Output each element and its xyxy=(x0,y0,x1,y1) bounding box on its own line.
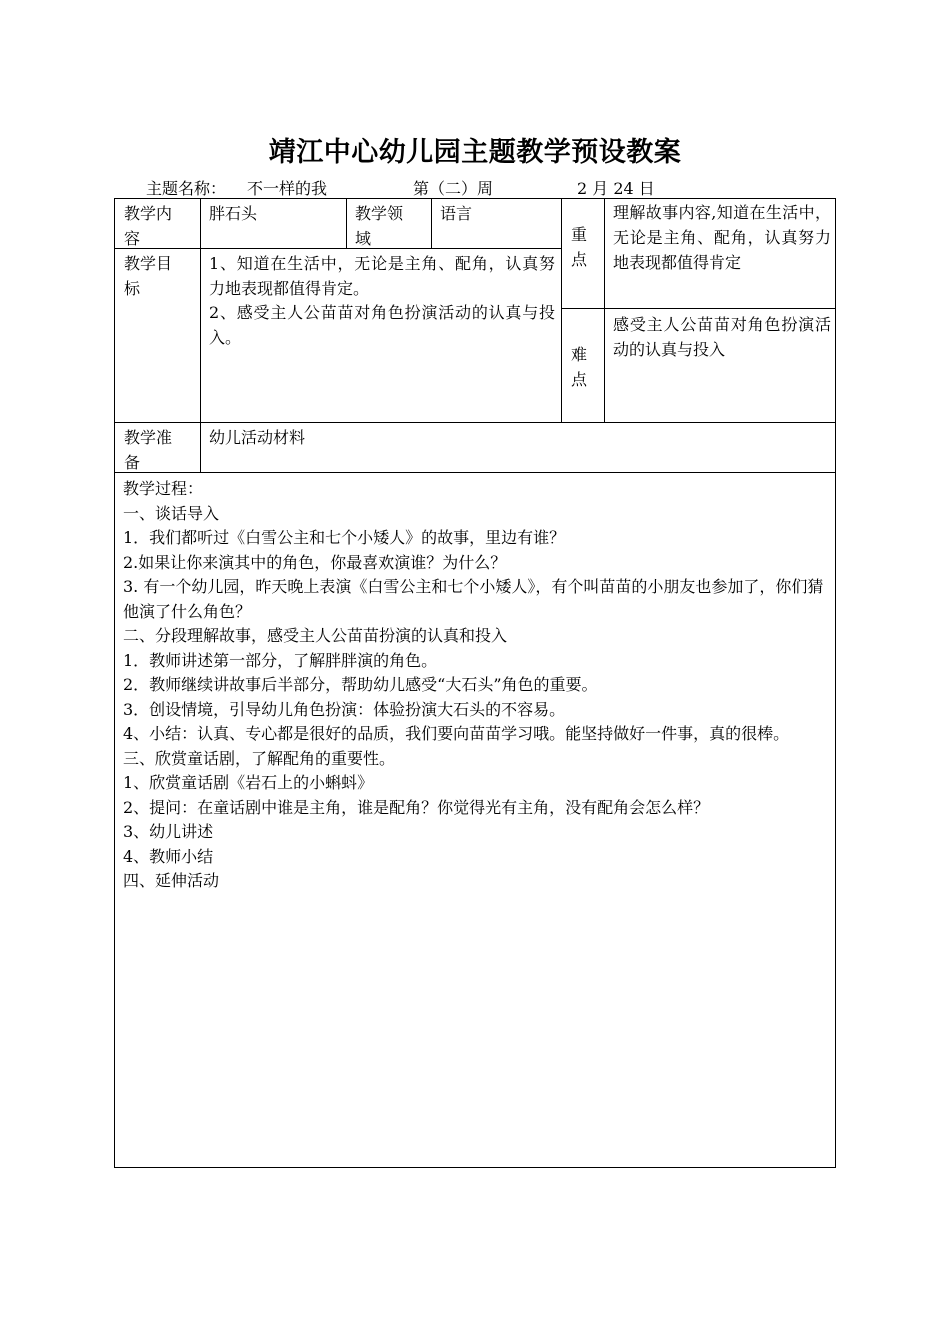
domain-label: 教学领域 xyxy=(355,204,404,248)
difficulty-label: 难点 xyxy=(571,345,588,389)
col-divider xyxy=(561,198,562,422)
domain-value: 语言 xyxy=(440,204,473,223)
process-line: 4、小结：认真、专心都是很好的品质，我们要向苗苗学习哦。能坚持做好一件事，真的很棒。 xyxy=(123,724,790,743)
process-line: 3、幼儿讲述 xyxy=(123,822,214,841)
content-value: 胖石头 xyxy=(209,204,258,223)
col-divider xyxy=(604,198,605,422)
col-divider xyxy=(431,198,432,248)
process-line: 一、谈话导入 xyxy=(123,503,220,523)
content-label: 教学内容 xyxy=(124,204,173,248)
prep-value: 幼儿活动材料 xyxy=(209,428,306,447)
col-divider xyxy=(200,198,201,472)
process-line: 4、教师小结 xyxy=(123,846,214,866)
process-line: 3. 有一个幼儿园，昨天晚上表演《白雪公主和七个小矮人》，有个叫苗苗的小朋友也参加了，你们猜他演了什么角色？ xyxy=(123,577,824,621)
focus-value: 理解故事内容,知道在生活中，无论是主角、配角，认真努力地表现都值得肯定 xyxy=(613,203,831,272)
process-line: 三、欣赏童话剧，了解配角的重要性。 xyxy=(123,748,396,768)
row-divider xyxy=(114,472,836,473)
goal-line-2: 2、感受主人公苗苗对角色扮演活动的认真与投入。 xyxy=(209,303,555,347)
prep-label: 教学准备 xyxy=(124,428,173,472)
process-line: 四、延伸活动 xyxy=(123,871,220,890)
process-heading: 教学过程： xyxy=(123,479,204,498)
process-line: 3．创设情境，引导幼儿角色扮演：体验扮演大石头的不容易。 xyxy=(123,699,566,719)
focus-label: 重点 xyxy=(571,225,588,269)
row-divider xyxy=(114,422,836,423)
process-line: 二、分段理解故事，感受主人公苗苗扮演的认真和投入 xyxy=(123,626,508,645)
row-divider xyxy=(561,308,836,309)
process-line: 2.如果让你来演其中的角色，你最喜欢演谁？为什么？ xyxy=(123,552,507,572)
teaching-process xyxy=(123,477,831,894)
document-title: 靖江中心幼儿园主题教学预设教案 xyxy=(268,137,682,168)
process-line: 1．我们都听过《白雪公主和七个小矮人》的故事，里边有谁？ xyxy=(123,528,566,547)
col-divider xyxy=(346,198,347,248)
goal-label: 教学目标 xyxy=(124,254,173,298)
theme-value: 不一样的我 xyxy=(247,179,328,198)
goal-line-1: 1、知道在生活中，无论是主角、配角，认真努力地表现都值得肯定。 xyxy=(209,254,555,298)
process-line: 2、提问：在童话剧中谁是主角，谁是配角？你觉得光有主角，没有配角会怎么样？ xyxy=(123,797,710,817)
difficulty-value: 感受主人公苗苗对角色扮演活动的认真与投入 xyxy=(613,315,831,359)
theme-label: 主题名称： xyxy=(146,179,227,198)
process-line: 1、欣赏童话剧《岩石上的小蝌蚪》 xyxy=(123,773,374,792)
process-line: 2．教师继续讲故事后半部分，帮助幼儿感受“大石头”角色的重要。 xyxy=(123,675,598,694)
process-line: 1．教师讲述第一部分，了解胖胖演的角色。 xyxy=(123,650,438,670)
date-label: 2 月 24 日 xyxy=(577,179,655,198)
week-label: 第（二）周 xyxy=(413,179,494,198)
